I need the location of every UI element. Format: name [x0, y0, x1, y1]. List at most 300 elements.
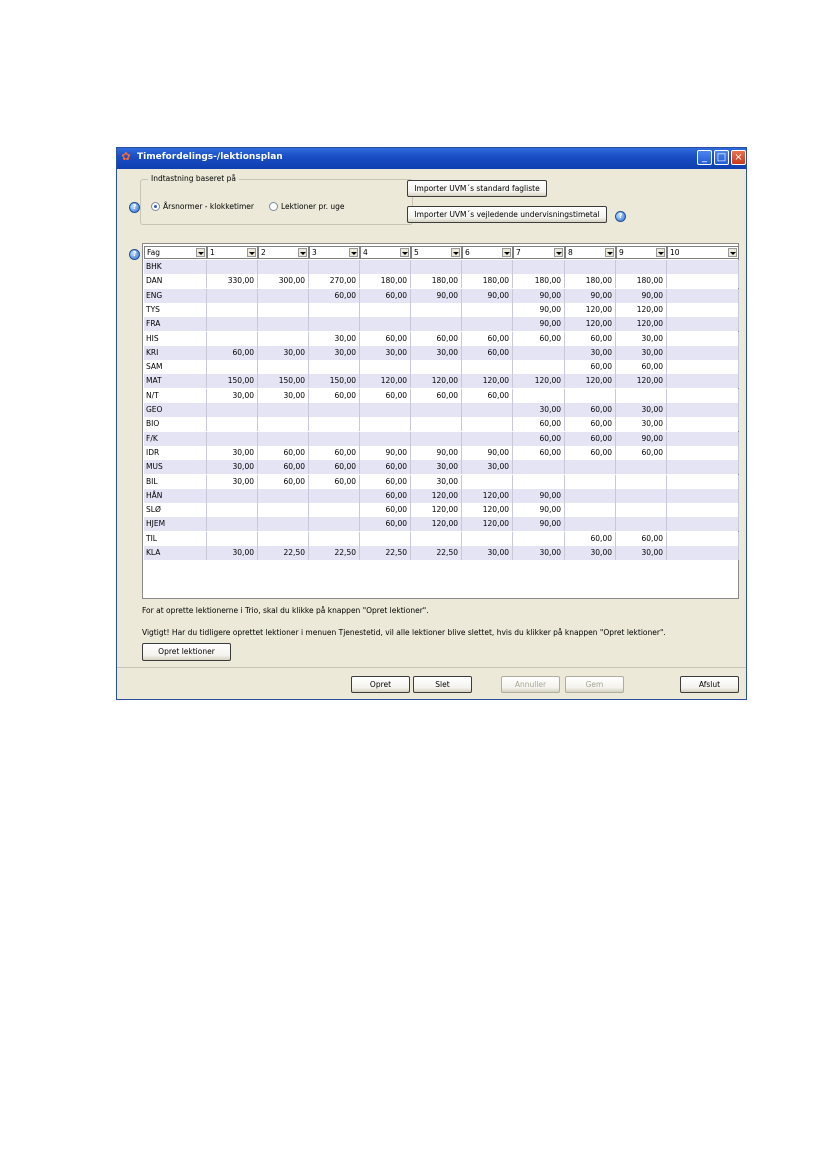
hours-cell[interactable]: 120,00 — [462, 503, 513, 517]
subject-cell[interactable]: MUS — [144, 460, 207, 474]
hours-cell[interactable] — [309, 532, 360, 546]
hours-cell[interactable] — [667, 489, 739, 503]
hours-cell[interactable] — [207, 303, 258, 317]
hours-cell[interactable] — [207, 360, 258, 374]
hours-cell[interactable] — [309, 303, 360, 317]
hours-cell[interactable] — [360, 532, 411, 546]
table-row[interactable] — [144, 403, 739, 417]
hours-cell[interactable]: 150,00 — [207, 374, 258, 388]
subject-cell[interactable]: SAM — [144, 360, 207, 374]
help-icon[interactable]: ? — [615, 211, 626, 222]
hours-cell[interactable] — [616, 460, 667, 474]
table-row[interactable] — [144, 317, 739, 331]
hours-cell[interactable] — [207, 317, 258, 331]
hours-cell[interactable]: 60,00 — [309, 289, 360, 303]
hours-cell[interactable] — [616, 389, 667, 403]
table-row[interactable] — [144, 274, 739, 288]
hours-cell[interactable] — [667, 460, 739, 474]
radio-label-lektioner[interactable]: Lektioner pr. uge — [281, 202, 345, 211]
subject-cell[interactable]: DAN — [144, 274, 207, 288]
hours-cell[interactable]: 90,00 — [513, 303, 565, 317]
hours-cell[interactable] — [667, 417, 739, 431]
hours-cell[interactable] — [360, 360, 411, 374]
hours-cell[interactable]: 30,00 — [411, 460, 462, 474]
table-row[interactable] — [144, 346, 739, 360]
radio-lektioner[interactable] — [269, 202, 278, 211]
hours-cell[interactable] — [667, 260, 739, 274]
hours-cell[interactable]: 60,00 — [207, 346, 258, 360]
annuller-button[interactable]: Annuller — [501, 676, 560, 693]
hours-cell[interactable] — [411, 532, 462, 546]
hours-cell[interactable]: 22,50 — [258, 546, 309, 560]
hours-cell[interactable] — [462, 475, 513, 489]
hours-cell[interactable] — [513, 532, 565, 546]
hours-cell[interactable] — [462, 417, 513, 431]
subject-cell[interactable]: BIL — [144, 475, 207, 489]
hours-cell[interactable] — [513, 475, 565, 489]
hours-cell[interactable]: 180,00 — [616, 274, 667, 288]
help-icon[interactable]: ? — [129, 202, 140, 213]
hours-cell[interactable] — [667, 317, 739, 331]
table-row[interactable] — [144, 546, 739, 560]
hours-cell[interactable]: 330,00 — [207, 274, 258, 288]
hours-cell[interactable] — [258, 503, 309, 517]
radio-label-aarsnormer[interactable]: Årsnormer - klokketimer — [163, 202, 254, 211]
hours-cell[interactable] — [309, 317, 360, 331]
hours-cell[interactable]: 60,00 — [462, 346, 513, 360]
hours-cell[interactable] — [411, 260, 462, 274]
dropdown-arrow-icon[interactable] — [656, 248, 665, 257]
hours-cell[interactable] — [513, 260, 565, 274]
hours-cell[interactable]: 60,00 — [309, 389, 360, 403]
hours-cell[interactable]: 22,50 — [411, 546, 462, 560]
hours-cell[interactable] — [258, 260, 309, 274]
hours-cell[interactable] — [667, 274, 739, 288]
hours-cell[interactable]: 90,00 — [411, 446, 462, 460]
hours-cell[interactable]: 22,50 — [309, 546, 360, 560]
hours-cell[interactable] — [207, 289, 258, 303]
hours-cell[interactable] — [667, 503, 739, 517]
dropdown-arrow-icon[interactable] — [502, 248, 511, 257]
hours-cell[interactable] — [667, 546, 739, 560]
hours-cell[interactable] — [565, 260, 616, 274]
hours-cell[interactable] — [513, 389, 565, 403]
hours-cell[interactable]: 60,00 — [258, 475, 309, 489]
subject-cell[interactable]: BIO — [144, 417, 207, 431]
column-header-3[interactable] — [309, 246, 360, 259]
hours-cell[interactable]: 60,00 — [360, 289, 411, 303]
hours-cell[interactable]: 120,00 — [462, 489, 513, 503]
hours-cell[interactable] — [462, 432, 513, 446]
hours-cell[interactable]: 150,00 — [258, 374, 309, 388]
table-row[interactable] — [144, 517, 739, 531]
import-guideline-button[interactable]: Importer UVM´s vejledende undervisningstimetal — [407, 206, 607, 223]
hours-cell[interactable]: 30,00 — [207, 475, 258, 489]
hours-cell[interactable]: 60,00 — [309, 460, 360, 474]
hours-cell[interactable] — [360, 432, 411, 446]
hours-cell[interactable] — [258, 289, 309, 303]
hours-cell[interactable]: 30,00 — [616, 417, 667, 431]
hours-cell[interactable] — [258, 517, 309, 531]
hours-cell[interactable] — [309, 489, 360, 503]
subject-cell[interactable]: ENG — [144, 289, 207, 303]
hours-cell[interactable]: 60,00 — [462, 389, 513, 403]
hours-cell[interactable]: 120,00 — [565, 374, 616, 388]
subject-cell[interactable]: TYS — [144, 303, 207, 317]
hours-cell[interactable] — [565, 389, 616, 403]
hours-cell[interactable]: 30,00 — [411, 346, 462, 360]
dropdown-arrow-icon[interactable] — [196, 248, 205, 257]
hours-cell[interactable] — [513, 360, 565, 374]
column-header-label: 9 — [619, 248, 624, 257]
hours-cell[interactable]: 30,00 — [616, 546, 667, 560]
hours-cell[interactable]: 90,00 — [360, 446, 411, 460]
hours-cell[interactable]: 60,00 — [309, 475, 360, 489]
hours-cell[interactable] — [207, 260, 258, 274]
hours-cell[interactable] — [411, 303, 462, 317]
hours-cell[interactable]: 60,00 — [360, 517, 411, 531]
hours-cell[interactable]: 60,00 — [513, 432, 565, 446]
hours-cell[interactable] — [513, 460, 565, 474]
dropdown-arrow-icon[interactable] — [247, 248, 256, 257]
hours-cell[interactable] — [258, 332, 309, 346]
hours-cell[interactable] — [207, 517, 258, 531]
hours-cell[interactable]: 60,00 — [411, 332, 462, 346]
hours-cell[interactable]: 60,00 — [360, 389, 411, 403]
table-row[interactable] — [144, 446, 739, 460]
hours-cell[interactable]: 90,00 — [616, 432, 667, 446]
dropdown-arrow-icon[interactable] — [605, 248, 614, 257]
hours-cell[interactable] — [309, 517, 360, 531]
hours-cell[interactable]: 30,00 — [207, 546, 258, 560]
hours-cell[interactable]: 120,00 — [616, 317, 667, 331]
hours-cell[interactable]: 120,00 — [411, 503, 462, 517]
column-header-label: 2 — [261, 248, 266, 257]
butterfly-icon: ✿ — [121, 150, 131, 163]
hours-cell[interactable]: 30,00 — [462, 460, 513, 474]
hours-cell[interactable]: 90,00 — [513, 517, 565, 531]
hours-cell[interactable]: 60,00 — [462, 332, 513, 346]
hours-cell[interactable] — [667, 346, 739, 360]
hours-cell[interactable]: 60,00 — [309, 446, 360, 460]
hours-cell[interactable] — [258, 489, 309, 503]
hours-cell[interactable]: 30,00 — [513, 403, 565, 417]
hours-cell[interactable] — [309, 417, 360, 431]
hours-cell[interactable]: 180,00 — [565, 274, 616, 288]
column-header-6[interactable] — [462, 246, 513, 259]
hours-cell[interactable] — [667, 332, 739, 346]
hours-cell[interactable]: 180,00 — [360, 274, 411, 288]
radio-aarsnormer[interactable] — [151, 202, 160, 211]
hours-cell[interactable]: 60,00 — [616, 360, 667, 374]
hours-cell[interactable]: 60,00 — [565, 446, 616, 460]
column-header-0[interactable] — [144, 246, 207, 259]
hours-cell[interactable] — [565, 517, 616, 531]
hours-cell[interactable] — [462, 260, 513, 274]
table-row[interactable] — [144, 460, 739, 474]
hours-cell[interactable]: 90,00 — [513, 489, 565, 503]
hours-cell[interactable] — [309, 260, 360, 274]
column-header-5[interactable] — [411, 246, 462, 259]
hours-cell[interactable] — [411, 432, 462, 446]
hours-cell[interactable]: 270,00 — [309, 274, 360, 288]
hours-cell[interactable] — [616, 475, 667, 489]
hours-cell[interactable] — [565, 503, 616, 517]
column-header-label: 6 — [465, 248, 470, 257]
hours-cell[interactable] — [667, 403, 739, 417]
subject-cell[interactable]: HÅN — [144, 489, 207, 503]
afslut-button[interactable]: Afslut — [680, 676, 739, 693]
hours-cell[interactable] — [258, 532, 309, 546]
subject-cell[interactable]: KLA — [144, 546, 207, 560]
hours-cell[interactable]: 150,00 — [309, 374, 360, 388]
table-row[interactable] — [144, 374, 739, 388]
hours-cell[interactable] — [360, 403, 411, 417]
table-row[interactable] — [144, 389, 739, 403]
maximize-button[interactable]: □ — [714, 150, 729, 165]
hours-cell[interactable] — [667, 389, 739, 403]
hours-cell[interactable]: 30,00 — [207, 389, 258, 403]
hours-cell[interactable] — [309, 403, 360, 417]
hours-cell[interactable] — [309, 503, 360, 517]
hours-cell[interactable]: 90,00 — [513, 317, 565, 331]
hours-cell[interactable]: 60,00 — [360, 475, 411, 489]
hours-cell[interactable]: 60,00 — [565, 432, 616, 446]
hours-cell[interactable] — [258, 403, 309, 417]
hours-cell[interactable] — [207, 332, 258, 346]
table-row[interactable] — [144, 417, 739, 431]
opret-button[interactable]: Opret — [351, 676, 410, 693]
hours-cell[interactable]: 120,00 — [565, 303, 616, 317]
create-lessons-button[interactable]: Opret lektioner — [142, 643, 231, 661]
hours-cell[interactable]: 30,00 — [616, 332, 667, 346]
table-row[interactable] — [144, 432, 739, 446]
hours-cell[interactable]: 60,00 — [258, 446, 309, 460]
table-row[interactable] — [144, 260, 739, 274]
hours-cell[interactable] — [207, 432, 258, 446]
hours-cell[interactable] — [462, 303, 513, 317]
hours-cell[interactable] — [411, 360, 462, 374]
hours-cell[interactable]: 90,00 — [411, 289, 462, 303]
gem-button[interactable]: Gem — [565, 676, 624, 693]
hours-cell[interactable] — [207, 403, 258, 417]
hours-cell[interactable]: 30,00 — [616, 403, 667, 417]
hours-cell[interactable]: 30,00 — [513, 546, 565, 560]
hours-cell[interactable]: 60,00 — [513, 417, 565, 431]
hours-cell[interactable] — [565, 475, 616, 489]
hours-cell[interactable] — [360, 260, 411, 274]
subject-cell[interactable]: SLØ — [144, 503, 207, 517]
hours-cell[interactable]: 60,00 — [360, 460, 411, 474]
hours-cell[interactable] — [616, 503, 667, 517]
hours-cell[interactable] — [667, 303, 739, 317]
column-header-10[interactable] — [667, 246, 739, 259]
column-header-1[interactable] — [207, 246, 258, 259]
subject-cell[interactable]: HIS — [144, 332, 207, 346]
hours-cell[interactable]: 60,00 — [258, 460, 309, 474]
hours-cell[interactable] — [309, 360, 360, 374]
hours-cell[interactable]: 60,00 — [565, 417, 616, 431]
table-row[interactable] — [144, 503, 739, 517]
hours-cell[interactable] — [667, 374, 739, 388]
subject-cell[interactable]: N/T — [144, 389, 207, 403]
hours-cell[interactable]: 120,00 — [462, 374, 513, 388]
hours-cell[interactable]: 120,00 — [411, 489, 462, 503]
hours-cell[interactable] — [462, 532, 513, 546]
hours-cell[interactable]: 30,00 — [258, 346, 309, 360]
column-header-7[interactable] — [513, 246, 565, 259]
subject-cell[interactable]: MAT — [144, 374, 207, 388]
hours-cell[interactable]: 60,00 — [360, 332, 411, 346]
subject-cell[interactable]: GEO — [144, 403, 207, 417]
lesson-plan-grid[interactable] — [142, 243, 739, 599]
hours-cell[interactable]: 90,00 — [513, 503, 565, 517]
dropdown-arrow-icon[interactable] — [400, 248, 409, 257]
subject-cell[interactable]: KRI — [144, 346, 207, 360]
subject-cell[interactable]: HJEM — [144, 517, 207, 531]
hours-cell[interactable] — [360, 303, 411, 317]
hours-cell[interactable] — [207, 417, 258, 431]
dropdown-arrow-icon[interactable] — [298, 248, 307, 257]
table-row[interactable] — [144, 475, 739, 489]
hours-cell[interactable]: 120,00 — [616, 374, 667, 388]
dropdown-arrow-icon[interactable] — [451, 248, 460, 257]
hours-cell[interactable] — [667, 532, 739, 546]
hours-cell[interactable] — [667, 446, 739, 460]
hours-cell[interactable] — [207, 503, 258, 517]
hours-cell[interactable]: 90,00 — [513, 289, 565, 303]
hours-cell[interactable] — [513, 346, 565, 360]
hours-cell[interactable] — [616, 517, 667, 531]
hours-cell[interactable]: 60,00 — [565, 532, 616, 546]
hours-cell[interactable] — [258, 432, 309, 446]
hours-cell[interactable]: 120,00 — [513, 374, 565, 388]
hours-cell[interactable] — [462, 403, 513, 417]
hours-cell[interactable]: 180,00 — [462, 274, 513, 288]
hours-cell[interactable]: 180,00 — [411, 274, 462, 288]
hours-cell[interactable]: 30,00 — [207, 460, 258, 474]
hours-cell[interactable]: 90,00 — [616, 289, 667, 303]
hours-cell[interactable]: 120,00 — [411, 517, 462, 531]
dropdown-arrow-icon[interactable] — [349, 248, 358, 257]
hours-cell[interactable] — [462, 317, 513, 331]
hours-cell[interactable]: 60,00 — [360, 503, 411, 517]
hours-cell[interactable]: 120,00 — [565, 317, 616, 331]
hours-cell[interactable] — [360, 317, 411, 331]
hours-cell[interactable]: 60,00 — [411, 389, 462, 403]
hours-cell[interactable]: 60,00 — [360, 489, 411, 503]
hours-cell[interactable]: 120,00 — [616, 303, 667, 317]
hours-cell[interactable]: 30,00 — [360, 346, 411, 360]
hours-cell[interactable]: 60,00 — [616, 532, 667, 546]
column-header-8[interactable] — [565, 246, 616, 259]
hours-cell[interactable]: 120,00 — [360, 374, 411, 388]
import-standard-button[interactable]: Importer UVM´s standard fagliste — [407, 180, 547, 197]
help-icon[interactable]: ? — [129, 249, 140, 260]
hours-cell[interactable]: 60,00 — [513, 446, 565, 460]
hours-cell[interactable]: 30,00 — [309, 332, 360, 346]
column-header-9[interactable] — [616, 246, 667, 259]
hours-cell[interactable] — [565, 460, 616, 474]
subject-cell[interactable]: TIL — [144, 532, 207, 546]
table-row[interactable] — [144, 489, 739, 503]
hours-cell[interactable] — [565, 489, 616, 503]
column-header-2[interactable] — [258, 246, 309, 259]
column-header-label: 3 — [312, 248, 317, 257]
hours-cell[interactable]: 60,00 — [565, 332, 616, 346]
hours-cell[interactable] — [309, 432, 360, 446]
hours-cell[interactable] — [667, 360, 739, 374]
hours-cell[interactable]: 90,00 — [462, 446, 513, 460]
table-row[interactable] — [144, 332, 739, 346]
hours-cell[interactable]: 180,00 — [513, 274, 565, 288]
hours-cell[interactable] — [258, 417, 309, 431]
close-button[interactable]: × — [731, 150, 746, 165]
subject-cell[interactable]: FRA — [144, 317, 207, 331]
hours-cell[interactable] — [207, 489, 258, 503]
hours-cell[interactable] — [258, 317, 309, 331]
hours-cell[interactable] — [411, 417, 462, 431]
hours-cell[interactable]: 30,00 — [616, 346, 667, 360]
table-row[interactable] — [144, 289, 739, 303]
hours-cell[interactable] — [258, 303, 309, 317]
column-header-label: 1 — [210, 248, 215, 257]
subject-cell[interactable]: F/K — [144, 432, 207, 446]
hours-cell[interactable]: 60,00 — [616, 446, 667, 460]
column-header-4[interactable] — [360, 246, 411, 259]
slet-button[interactable]: Slet — [413, 676, 472, 693]
hours-cell[interactable]: 60,00 — [565, 360, 616, 374]
hours-cell[interactable]: 30,00 — [462, 546, 513, 560]
hours-cell[interactable] — [667, 289, 739, 303]
hours-cell[interactable]: 22,50 — [360, 546, 411, 560]
hours-cell[interactable]: 30,00 — [207, 446, 258, 460]
hours-cell[interactable] — [411, 403, 462, 417]
hours-cell[interactable]: 30,00 — [411, 475, 462, 489]
dropdown-arrow-icon[interactable] — [728, 248, 737, 257]
subject-cell[interactable]: BHK — [144, 260, 207, 274]
table-row[interactable] — [144, 303, 739, 317]
title-bar[interactable] — [117, 148, 746, 169]
hours-cell[interactable]: 90,00 — [565, 289, 616, 303]
table-row[interactable] — [144, 532, 739, 546]
hours-cell[interactable] — [207, 532, 258, 546]
hours-cell[interactable]: 120,00 — [411, 374, 462, 388]
hours-cell[interactable]: 120,00 — [462, 517, 513, 531]
hours-cell[interactable]: 60,00 — [565, 403, 616, 417]
hours-cell[interactable]: 300,00 — [258, 274, 309, 288]
hours-cell[interactable] — [616, 260, 667, 274]
hours-cell[interactable] — [360, 417, 411, 431]
hours-cell[interactable] — [462, 360, 513, 374]
dropdown-arrow-icon[interactable] — [554, 248, 563, 257]
minimize-button[interactable]: _ — [697, 150, 712, 165]
hours-cell[interactable] — [667, 432, 739, 446]
subject-cell[interactable]: IDR — [144, 446, 207, 460]
hours-cell[interactable] — [258, 360, 309, 374]
hours-cell[interactable]: 30,00 — [565, 346, 616, 360]
hours-cell[interactable] — [616, 489, 667, 503]
table-row[interactable] — [144, 360, 739, 374]
hours-cell[interactable] — [667, 475, 739, 489]
hours-cell[interactable]: 90,00 — [462, 289, 513, 303]
hours-cell[interactable]: 30,00 — [565, 546, 616, 560]
hours-cell[interactable] — [411, 317, 462, 331]
hours-cell[interactable]: 30,00 — [258, 389, 309, 403]
hours-cell[interactable]: 30,00 — [309, 346, 360, 360]
hours-cell[interactable] — [667, 517, 739, 531]
hours-cell[interactable]: 60,00 — [513, 332, 565, 346]
